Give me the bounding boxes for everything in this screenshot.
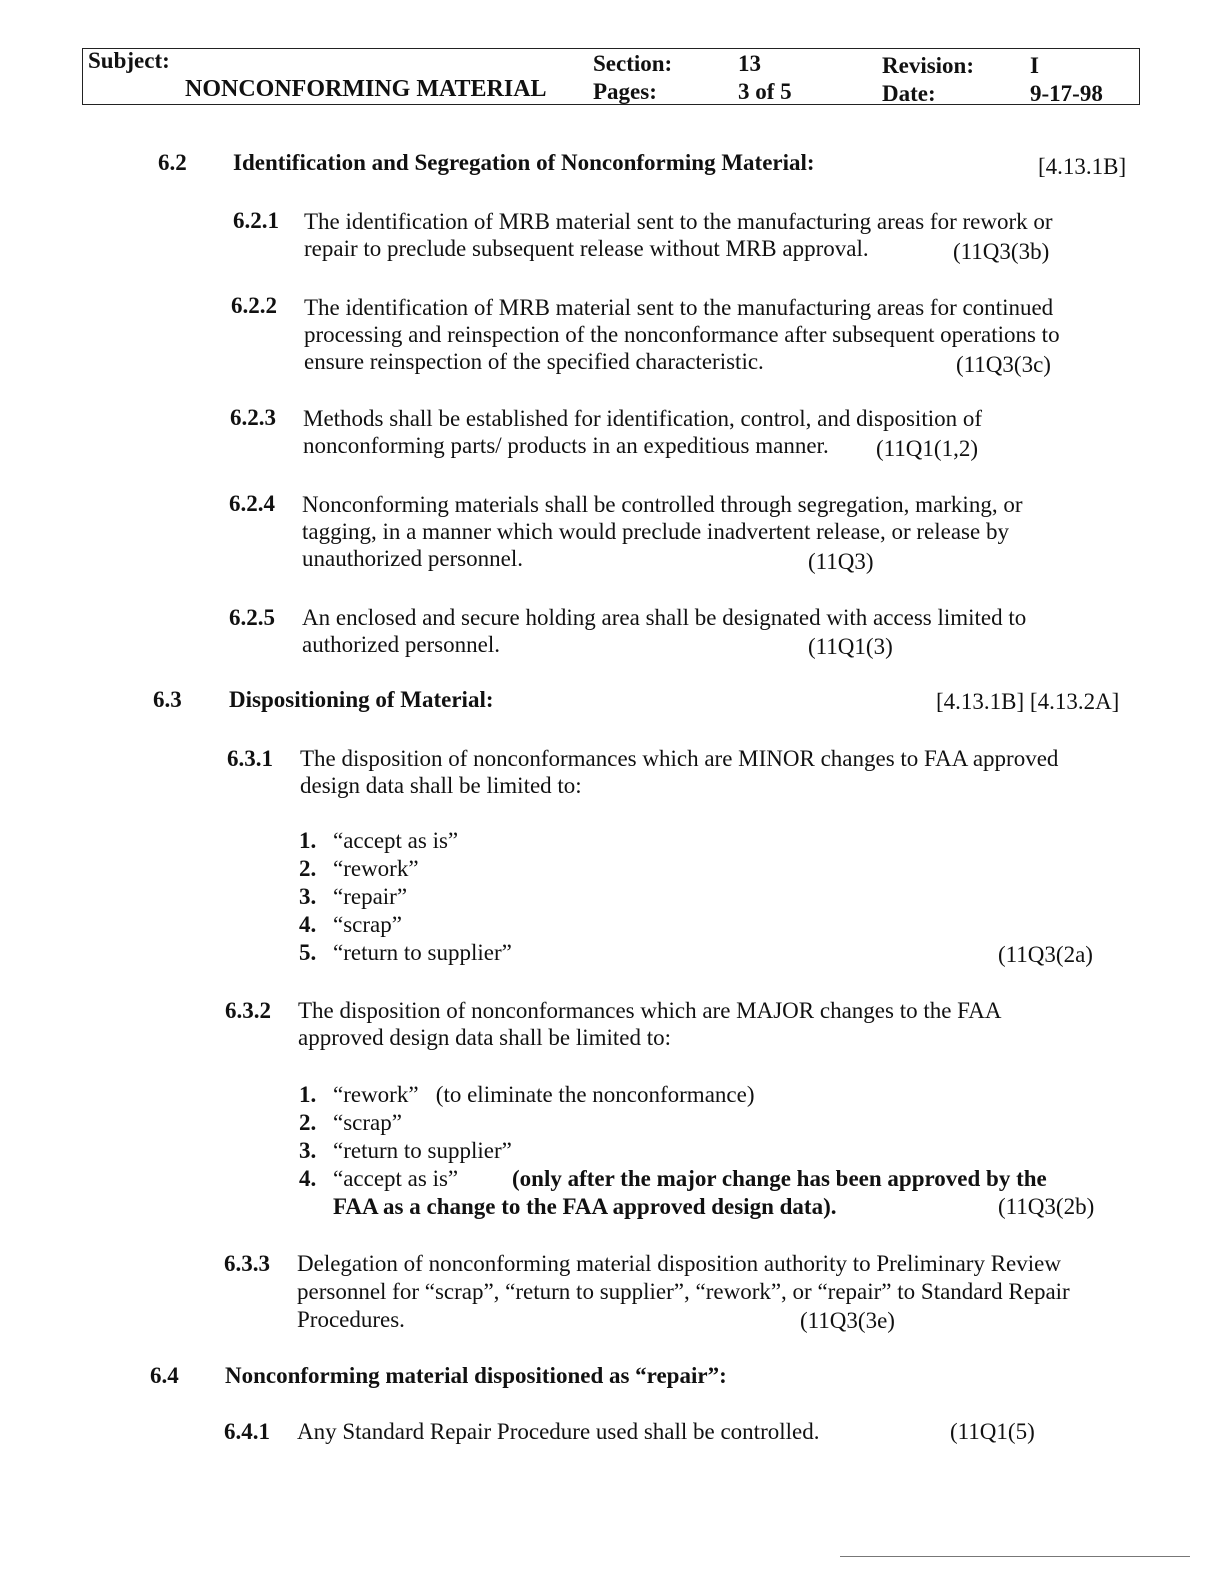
section-number: 6.4 bbox=[150, 1363, 179, 1388]
list-number: 3. bbox=[299, 884, 317, 909]
list-number: 1. bbox=[299, 828, 317, 853]
item-reference: (11Q1(1,2) bbox=[876, 436, 978, 461]
section-label: Section: bbox=[593, 51, 673, 76]
list-number: 2. bbox=[299, 1110, 317, 1135]
list-item: “scrap” bbox=[333, 1110, 402, 1135]
item-text-line: Delegation of nonconforming material disposition authority to Preliminary Review bbox=[297, 1251, 1061, 1276]
item-number: 6.4.1 bbox=[224, 1419, 270, 1444]
section-number: 6.3 bbox=[153, 687, 182, 712]
item-reference: (11Q3) bbox=[808, 549, 874, 574]
list-item: “scrap” bbox=[333, 912, 402, 937]
item-text-line: repair to preclude subsequent release without MRB approval. bbox=[304, 236, 869, 261]
pages-label: Pages: bbox=[593, 79, 657, 104]
subject-value: NONCONFORMING MATERIAL bbox=[185, 76, 547, 102]
item-text-line: The identification of MRB material sent to the manufacturing areas for continued bbox=[304, 295, 1054, 320]
item-reference: (11Q3(3b) bbox=[953, 239, 1050, 264]
item-text-line: personnel for “scrap”, “return to supplier”, “rework”, or “repair” to Standard Repair bbox=[297, 1279, 1070, 1304]
item-number: 6.2.3 bbox=[230, 405, 276, 430]
item-reference: (11Q3(2b) bbox=[998, 1194, 1095, 1219]
item-number: 6.2.5 bbox=[229, 605, 275, 630]
footer-rule bbox=[840, 1556, 1190, 1557]
list-number: 3. bbox=[299, 1138, 317, 1163]
list-number: 4. bbox=[299, 912, 317, 937]
list-number: 1. bbox=[299, 1082, 317, 1107]
section-title: Identification and Segregation of Nonconforming Material: bbox=[233, 150, 815, 175]
item-text-line: ensure reinspection of the specified characteristic. bbox=[304, 349, 764, 374]
section-title: Dispositioning of Material: bbox=[229, 687, 494, 712]
item-text-line: authorized personnel. bbox=[302, 632, 500, 657]
item-text-line: unauthorized personnel. bbox=[302, 546, 523, 571]
item-text-line: processing and reinspection of the nonconformance after subsequent operations to bbox=[304, 322, 1060, 347]
item-text-line: The disposition of nonconformances which are MINOR changes to FAA approved bbox=[300, 746, 1059, 771]
revision-label: Revision: bbox=[882, 53, 974, 78]
list-item: “rework” (to eliminate the nonconformance) bbox=[333, 1082, 755, 1107]
revision-value: I bbox=[1030, 53, 1039, 78]
list-item: “return to supplier” bbox=[333, 1138, 512, 1163]
approval-note: FAA as a change to the FAA approved design data). bbox=[333, 1194, 837, 1219]
item-reference: (11Q1(3) bbox=[808, 634, 893, 659]
item-text-line: Methods shall be established for identification, control, and disposition of bbox=[303, 406, 983, 431]
item-reference: (11Q3(3c) bbox=[956, 352, 1051, 377]
approval-note: (only after the major change has been approved by the bbox=[512, 1166, 1047, 1191]
item-text-line: An enclosed and secure holding area shall be designated with access limited to bbox=[302, 605, 1027, 630]
list-item: “repair” bbox=[333, 884, 408, 909]
item-number: 6.2.2 bbox=[231, 293, 277, 318]
subject-label: Subject: bbox=[88, 48, 170, 73]
item-text-line: nonconforming parts/ products in an expeditious manner. bbox=[303, 433, 829, 458]
item-number: 6.2.1 bbox=[233, 208, 279, 233]
item-text-line: approved design data shall be limited to: bbox=[298, 1025, 672, 1050]
item-reference: (11Q1(5) bbox=[950, 1419, 1035, 1444]
item-number: 6.2.4 bbox=[229, 491, 275, 516]
date-value: 9-17-98 bbox=[1030, 81, 1103, 106]
item-number: 6.3.2 bbox=[225, 998, 271, 1023]
list-item: “return to supplier” bbox=[333, 940, 512, 965]
section-number: 6.2 bbox=[158, 150, 187, 175]
section-reference: [4.13.1B] [4.13.2A] bbox=[936, 689, 1120, 714]
item-text-line: tagging, in a manner which would preclude inadvertent release, or release by bbox=[302, 519, 1009, 544]
section-title: Nonconforming material dispositioned as “repair”: bbox=[225, 1363, 727, 1388]
item-text-line: The disposition of nonconformances which are MAJOR changes to the FAA bbox=[298, 998, 1002, 1023]
item-number: 6.3.1 bbox=[227, 746, 273, 771]
list-number: 2. bbox=[299, 856, 317, 881]
list-number: 4. bbox=[299, 1166, 317, 1191]
section-value: 13 bbox=[738, 51, 761, 76]
list-item: “accept as is” bbox=[333, 1166, 459, 1191]
item-reference: (11Q3(2a) bbox=[998, 942, 1093, 967]
item-text-line: Procedures. bbox=[297, 1307, 405, 1332]
list-item: “rework” bbox=[333, 856, 419, 881]
date-label: Date: bbox=[882, 81, 936, 106]
item-text-line: The identification of MRB material sent to the manufacturing areas for rework or bbox=[304, 209, 1053, 234]
section-reference: [4.13.1B] bbox=[1038, 154, 1127, 179]
item-reference: (11Q3(3e) bbox=[800, 1308, 895, 1333]
item-text-line: Any Standard Repair Procedure used shall be controlled. bbox=[297, 1419, 820, 1444]
list-number: 5. bbox=[299, 940, 317, 965]
item-number: 6.3.3 bbox=[224, 1251, 270, 1276]
item-text-line: design data shall be limited to: bbox=[300, 773, 582, 798]
item-text-line: Nonconforming materials shall be controlled through segregation, marking, or bbox=[302, 492, 1023, 517]
pages-value: 3 of 5 bbox=[738, 79, 792, 104]
list-item: “accept as is” bbox=[333, 828, 459, 853]
